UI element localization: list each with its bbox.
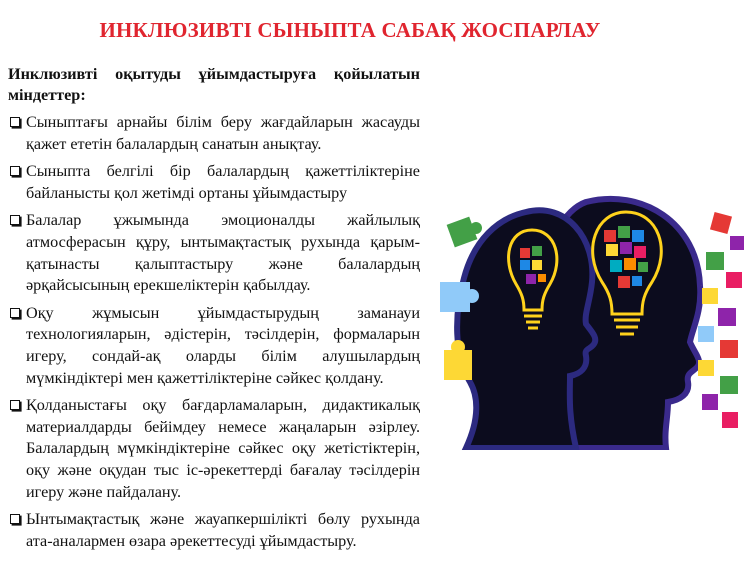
two-heads-lightbulb-puzzle-icon [436,190,746,450]
list-item [8,210,420,296]
checkbox-bullet-icon [10,166,20,176]
checkbox-bullet-icon [10,215,20,225]
puzzle-pieces-right [698,212,744,428]
list-item-text: Оқу жұмысын ұйымдастырудың заманауи технологияларын, әдістерін, тәсілдерін, формаларын игеру, сондай-ақ оларды білім алушылардың мүмкіндіктері мен қажеттіліктеріне сәйкес қолдану. [26,303,420,387]
list-item-text: Қолданыстағы оқу бағдарламаларын, дидактикалық материалдарды бейімдеу немесе жаңаларын әзірлеу. Балалардың мүмкіндіктеріне сәйкес оқу жетістіктерін, оқу және оқудан тыс іс-әрекеттерді бағалау тәсілдерін игеру және пайдалану. [26,396,420,501]
list-item [8,303,420,389]
checkbox-bullet-icon [10,308,20,318]
list-item-text: Сыныпта белгілі бір балалардың қажеттіліктеріне байланысты қол жетімді ортаны ұйымдастыру [26,162,420,202]
checkbox-bullet-icon [10,514,20,524]
checkbox-bullet-icon [10,400,20,410]
section-heading: Инклюзивті оқытуды ұйымдастыруға қойылатын міндеттер: [8,65,420,104]
list-item-text: Сыныптағы арнайы білім беру жағдайларын жасауды қажет ететін балалардың санатын анықтау. [26,113,420,153]
list-item [8,395,420,503]
page-title: ИНКЛЮЗИВТІ СЫНЫПТА САБАҚ ЖОСПАРЛАУ [99,18,601,42]
list-item-text: Ынтымақтастық және жауапкершілікті бөлу рухында ата-аналармен өзара әрекеттесуді ұйымдастыру. [26,510,420,550]
list-item [8,112,420,155]
list-item-text: Балалар ұжымында эмоционалды жайлылық атмосферасын құру, ынтымақтастық рухында қарым-қатынасты қалыптастыру және балалардың әрқайсысының ерекшеліктерін қабылдау. [26,211,420,295]
list-item [8,509,420,552]
task-list-section [8,64,420,558]
checkbox-bullet-icon [10,117,20,127]
list-item [8,161,420,204]
